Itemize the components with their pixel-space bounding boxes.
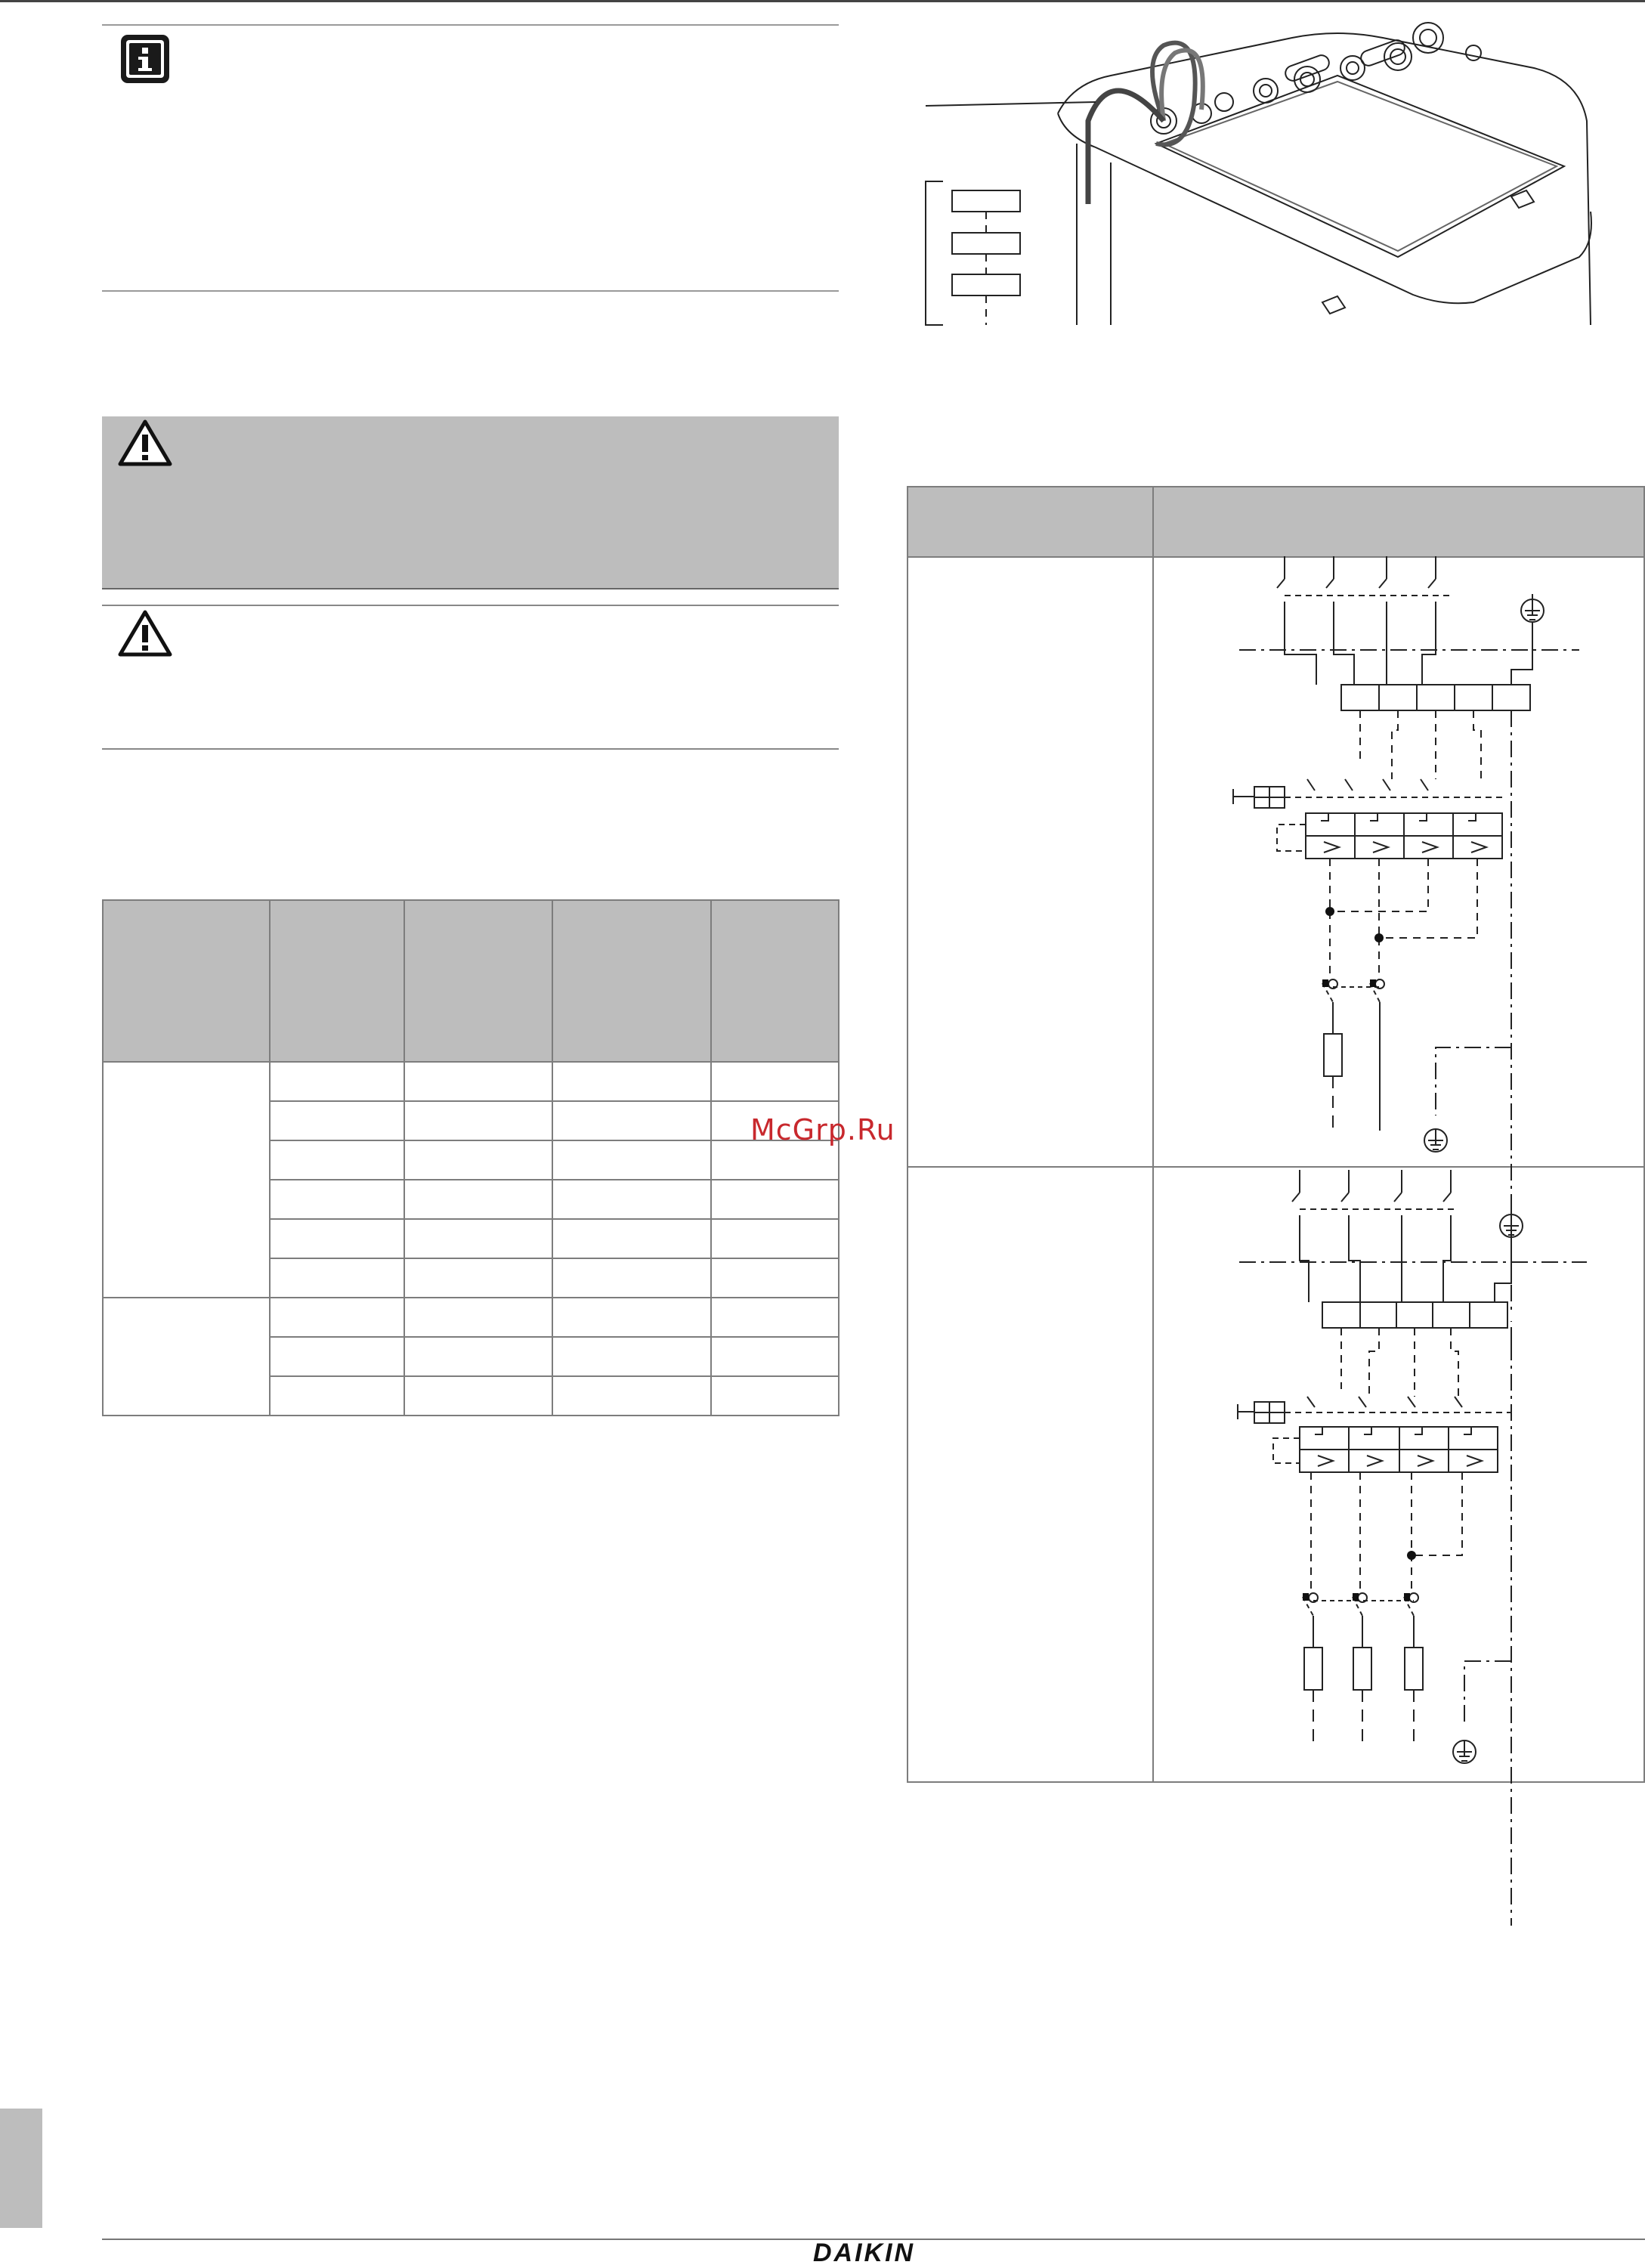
wiring-spec-table <box>102 899 840 1416</box>
warning-triangle-icon <box>118 609 172 658</box>
table-cell <box>270 1258 404 1298</box>
table-cell <box>711 1180 839 1219</box>
table-cell <box>908 557 1153 1167</box>
table-cell <box>711 1219 839 1258</box>
table-cell <box>270 1062 404 1101</box>
top-rule <box>0 0 1645 2</box>
table-cell <box>404 1140 552 1180</box>
side-tab <box>0 2109 42 2228</box>
table-header-cell <box>103 900 270 1062</box>
table-cell <box>552 1101 711 1140</box>
table-cell <box>711 1062 839 1101</box>
table-header-cell <box>908 487 1153 557</box>
table-cell <box>404 1258 552 1298</box>
table-cell <box>908 1167 1153 1782</box>
table-cell <box>552 1140 711 1180</box>
table-cell <box>711 1337 839 1376</box>
wiring-diagram-2 <box>1224 1170 1594 1774</box>
table-cell <box>270 1101 404 1140</box>
table-cell <box>552 1258 711 1298</box>
table-cell <box>404 1376 552 1416</box>
warning-triangle-icon <box>118 419 172 467</box>
info-bottom-rule <box>102 290 839 292</box>
table-cell <box>552 1062 711 1101</box>
caution-bottom-rule <box>102 748 839 750</box>
unit-top-illustration <box>914 15 1594 333</box>
table-cell <box>711 1376 839 1416</box>
table-header-cell <box>1153 487 1644 557</box>
table-cell <box>552 1337 711 1376</box>
table-group-cell <box>103 1298 270 1416</box>
table-cell <box>270 1298 404 1337</box>
table-cell <box>552 1376 711 1416</box>
table-cell <box>711 1258 839 1298</box>
warning-callout-box <box>102 416 839 589</box>
table-cell <box>270 1337 404 1376</box>
table-cell <box>552 1219 711 1258</box>
table-cell <box>552 1180 711 1219</box>
table-cell <box>404 1298 552 1337</box>
wiring-diagram-1 <box>1232 556 1594 1161</box>
caution-top-rule <box>102 605 839 606</box>
table-cell <box>270 1140 404 1180</box>
table-cell <box>711 1298 839 1337</box>
table-header-cell <box>552 900 711 1062</box>
table-cell <box>404 1101 552 1140</box>
table-cell <box>270 1180 404 1219</box>
table-cell <box>404 1337 552 1376</box>
table-cell <box>404 1062 552 1101</box>
info-top-rule <box>102 24 839 26</box>
info-icon <box>119 33 171 85</box>
table-group-cell <box>103 1062 270 1298</box>
watermark: McGrp.Ru <box>750 1113 895 1146</box>
table-cell <box>270 1376 404 1416</box>
table-cell <box>404 1180 552 1219</box>
table-cell <box>270 1219 404 1258</box>
table-header-cell <box>404 900 552 1062</box>
daikin-logo: DAIKIN <box>813 2239 916 2267</box>
table-header-cell <box>270 900 404 1062</box>
table-cell <box>404 1219 552 1258</box>
table-cell <box>552 1298 711 1337</box>
warning-callout-rule <box>102 588 839 589</box>
table-header-cell <box>711 900 839 1062</box>
